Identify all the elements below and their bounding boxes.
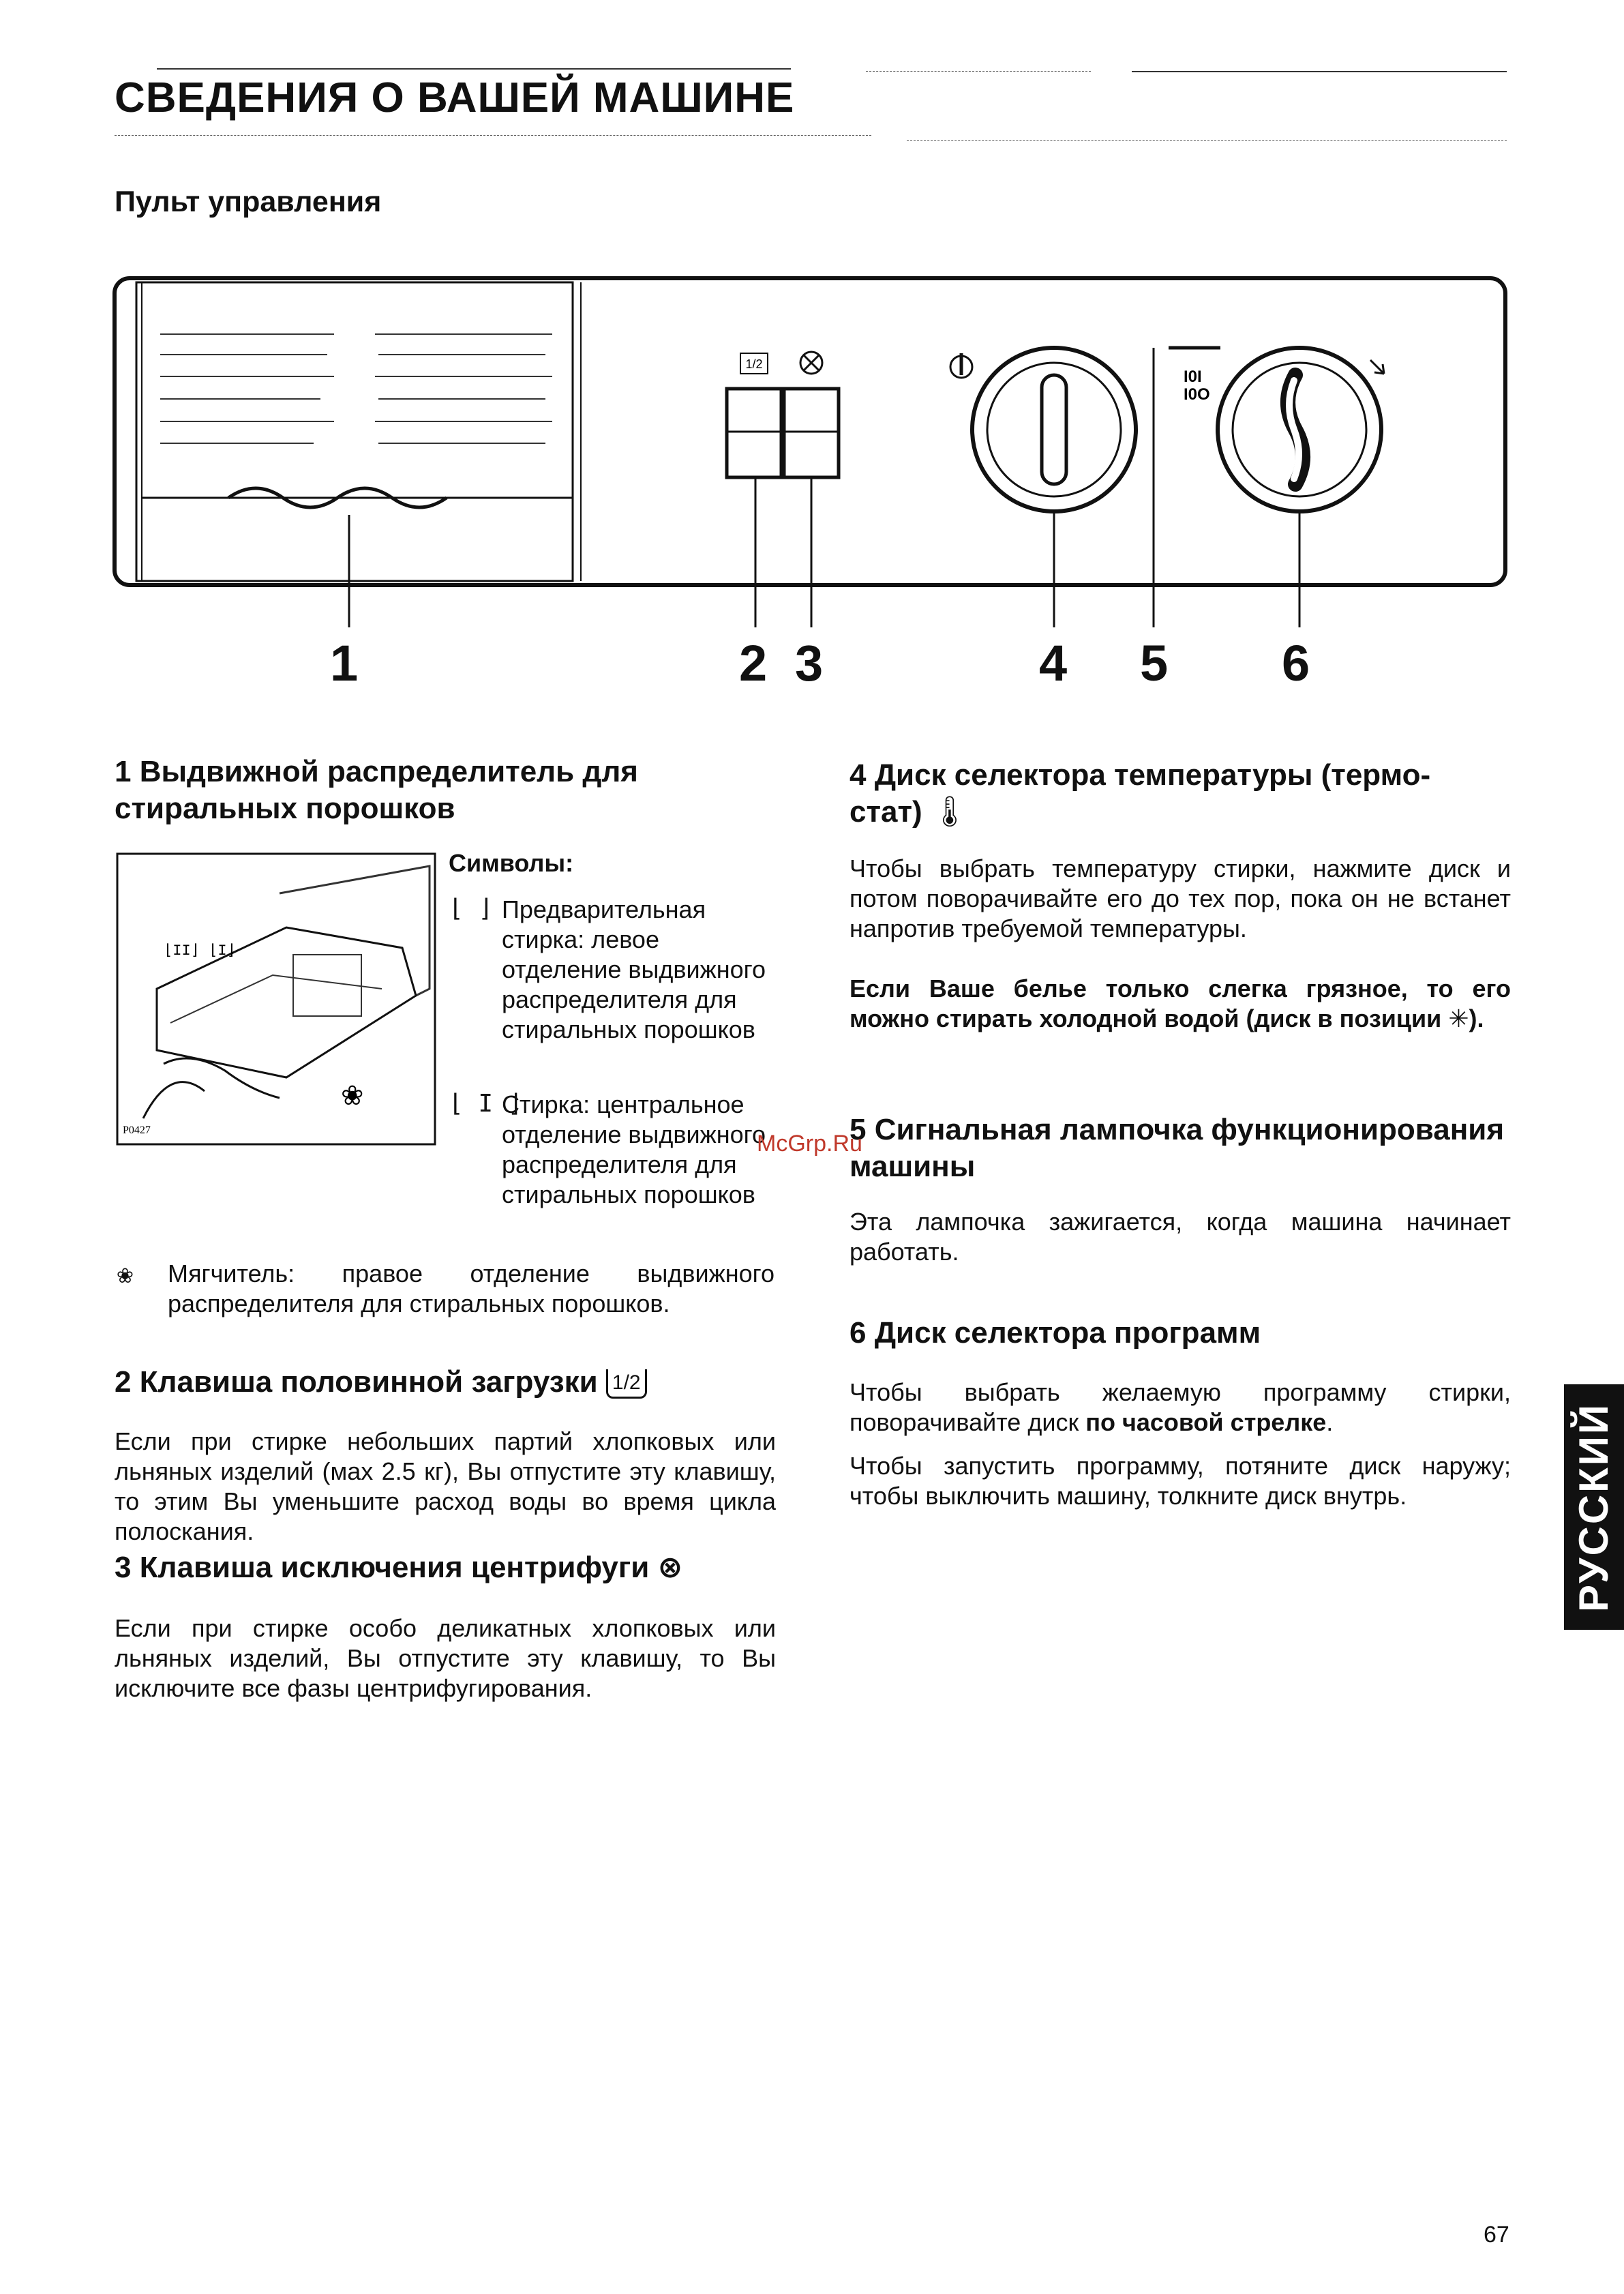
section-6-body-1-bold: по часовой стрелке <box>1085 1408 1327 1436</box>
half-load-key <box>727 389 781 477</box>
section-4-body: Чтобы выбрать температуру стирки, нажмите диск и потом поворачивайте его до тех пор, пока он не встанет напротив требуемой температуры. <box>849 854 1511 942</box>
section-6-heading: 6 Диск селектора программ <box>849 1316 1261 1350</box>
language-side-tab <box>1564 1384 1624 1630</box>
section-4-note-end: ). <box>1469 1004 1484 1032</box>
prewash-icon: ⌊ ⌋ <box>449 895 494 923</box>
half-load-icon-label: 1/2 <box>745 357 763 371</box>
section-6-body-1-text: Чтобы выбрать желаемую программу стирки, поворачивайте диск <box>849 1378 1511 1436</box>
section-4-note-text: Если Ваше белье только слегка грязное, то его можно стирать холодной водой (диск в позиции <box>849 974 1511 1032</box>
section-1-heading: 1 Выдвижной распределитель для стиральных порошков <box>115 755 638 825</box>
header-rule-bottom <box>115 135 871 136</box>
no-spin-key <box>784 389 839 477</box>
panel-number-5: 5 <box>1140 635 1169 691</box>
dispenser-frame <box>136 282 573 581</box>
clockwise-arrow-icon <box>1370 360 1384 374</box>
section-6-body-2: Чтобы запустить программу, потяните диск наружу; чтобы выключить машину, толкните диск внутрь. <box>849 1452 1511 1510</box>
page-number: 67 <box>1484 2222 1509 2248</box>
image-code: P0427 <box>123 1124 151 1136</box>
section-3-heading <box>115 1549 783 1586</box>
temperature-dial-grip <box>1042 375 1066 484</box>
panel-number-3: 3 <box>795 635 824 691</box>
section-2-heading-text: 2 Клавиша половинной загрузки <box>115 1365 598 1399</box>
wash-text: Стирка: центральное отделение выдвижного распределителя для стиральных порошков <box>502 1090 766 1208</box>
half-load-text-icon: 1/2 <box>606 1369 647 1399</box>
header-rule-top-2 <box>866 71 1091 72</box>
header-rule-top-3 <box>1132 71 1507 72</box>
section-4-heading <box>849 757 1511 831</box>
section-6-body-1-end: . <box>1326 1408 1334 1436</box>
no-spin-text-icon: ⊗ <box>657 1550 683 1585</box>
panel-number-6: 6 <box>1282 635 1310 691</box>
pilot-lamp-mark: I0I <box>1184 368 1202 386</box>
section-3-body: Если при стирке особо деликатных хлопковых или льняных изделий, Вы отпустите эту клавишу, то Вы исключите все фазы центрифугирования. <box>115 1614 776 1702</box>
section-2-heading <box>115 1364 783 1401</box>
section-5-heading: 5 Сигнальная лампочка функционирования машины <box>849 1113 1505 1183</box>
section-4-note <box>849 974 1511 1034</box>
panel-number-4: 4 <box>1039 635 1068 691</box>
section-3-heading-text: 3 Клавиша исключения центрифуги <box>115 1551 650 1584</box>
header-rule-top <box>157 68 791 70</box>
cold-icon: ✳ <box>1448 1005 1469 1033</box>
section-2-body: Если при стирке небольших партий хлопковых или льняных изделий (мах 2.5 кг), Вы отпустите эту клавишу, то этим Вы уменьшите расход воды во время цикла полоскания. <box>115 1427 776 1545</box>
page-title: СВЕДЕНИЯ О ВАШЕЙ МАШИНЕ <box>115 74 795 121</box>
temperature-dial <box>972 348 1136 511</box>
section-5-body: Эта лампочка зажигается, когда машина начинает работать. <box>849 1208 1511 1266</box>
dispenser-drawer-illustration <box>116 852 436 1146</box>
panel-number-2: 2 <box>739 635 768 691</box>
softener-text: Мягчитель: правое отделение выдвижного распределителя для стиральных порошков. <box>168 1260 775 1317</box>
panel-number-1: 1 <box>330 635 359 691</box>
thermometer-text-icon: 🌡 <box>930 794 969 829</box>
watermark: McGrp.Ru <box>757 1131 862 1157</box>
section-4-heading-line-1: 4 Диск селектора температуры (термо- <box>849 758 1431 792</box>
wash-icon: ⌊ I ⌋ <box>449 1090 523 1118</box>
language-side-tab-label: РУССКИЙ <box>1571 1402 1617 1612</box>
prewash-text: Предварительная стирка: левое отделение выдвижного распределителя для стиральных порошков <box>502 895 766 1043</box>
dispenser-lines <box>160 334 552 443</box>
svg-text:⌊II⌋ ⌊I⌋: ⌊II⌋ ⌊I⌋ <box>164 942 236 959</box>
control-panel-subtitle: Пульт управления <box>115 185 382 218</box>
header-rule-bottom-2 <box>907 140 1507 141</box>
section-4-heading-text: стат) <box>849 795 922 829</box>
pilot-lamp-mark-2: I0O <box>1184 385 1210 404</box>
symbols-title: Символы: <box>449 849 574 877</box>
softener-icon: ❀ <box>341 1080 364 1112</box>
section-6-body-1 <box>849 1377 1511 1438</box>
section-4-heading-line-2 <box>849 794 1511 831</box>
softener-symbol-icon: ❀ <box>117 1259 133 1289</box>
